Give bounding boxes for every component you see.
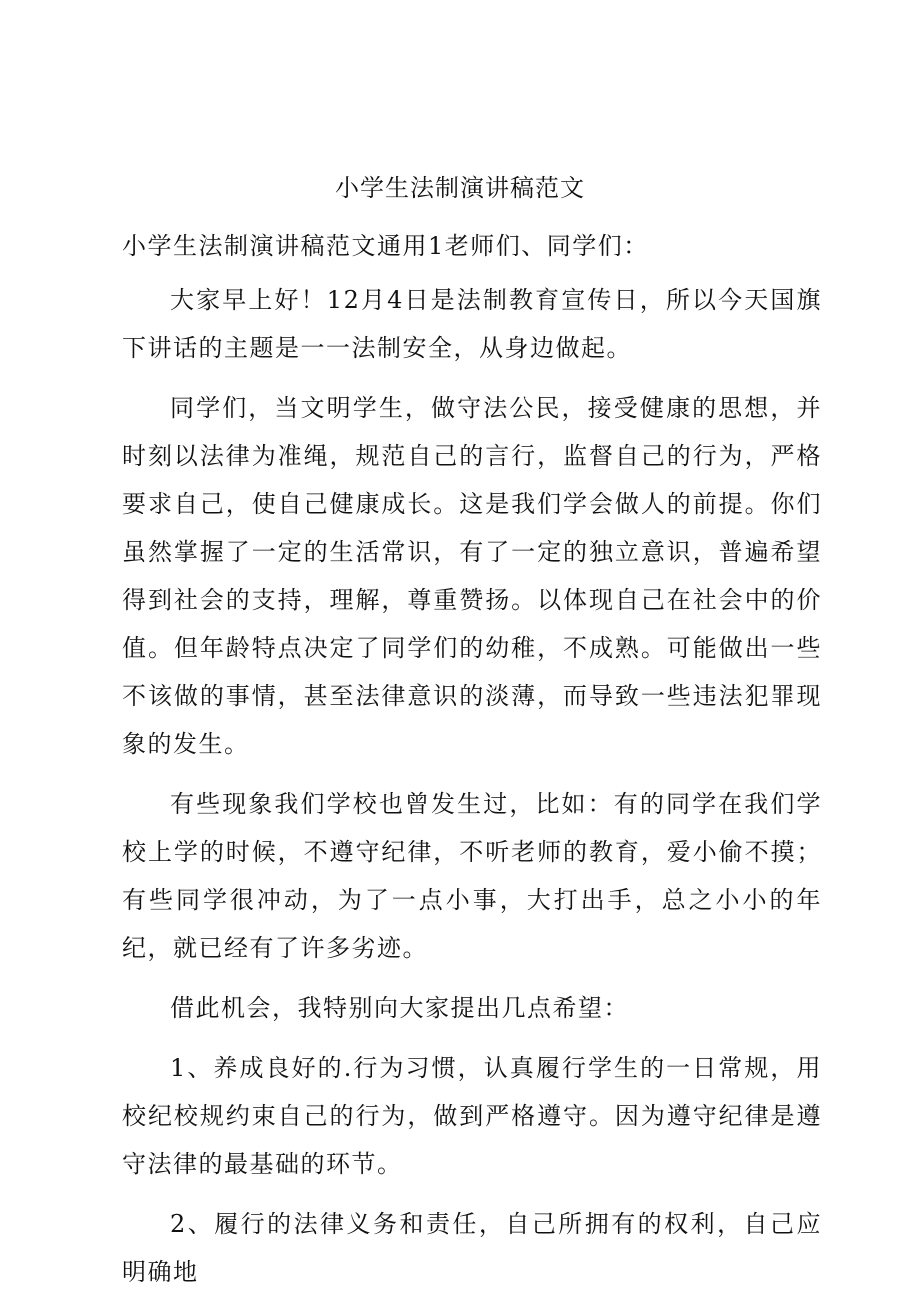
salutation-paragraph: 小学生法制演讲稿范文通用1老师们、同学们： — [122, 232, 649, 260]
greeting-paragraph: 大家早上好！12月4日是法制教育宣传日，所以今天国旗下讲话的主题是一一法制安全，从身边做起。 — [122, 286, 822, 362]
list-item-paragraph: 1、养成良好的.行为习惯，认真履行学生的一日常规，用校纪校规约束自己的行为，做到严格遵守。因为遵守纪律是遵守法律的最基础的环节。 — [122, 1054, 822, 1178]
body-paragraph: 同学们，当文明学生，做守法公民，接受健康的思想，并时刻以法律为准绳，规范自己的言行，监督自己的行为，严格要求自己，使自己健康成长。这是我们学会做人的前提。你们虽然掌握了一定的生活常识，有了一定的独立意识，普遍希望得到社会的支持，理解，尊重赞扬。以体现自己在社会中的价值。但年龄特点决定了同学们的幼稚，不成熟。可能做出一些不该做的事情，甚至法律意识的淡薄，而导致一些违法犯罪现象的发生。 — [122, 394, 822, 758]
document-title: 小学生法制演讲稿范文 — [335, 174, 585, 202]
list-item-paragraph: 2、履行的法律义务和责任，自己所拥有的权利，自己应明确地 — [122, 1210, 822, 1286]
document-body — [122, 222, 822, 1308]
body-paragraph: 借此机会，我特别向大家提出几点希望： — [170, 994, 629, 1022]
body-paragraph: 有些现象我们学校也曾发生过，比如：有的同学在我们学校上学的时候，不遵守纪律，不听老师的教育，爱小偷不摸；有些同学很冲动，为了一点小事，大打出手，总之小小的年纪，就已经有了许多劣迹。 — [122, 790, 822, 962]
